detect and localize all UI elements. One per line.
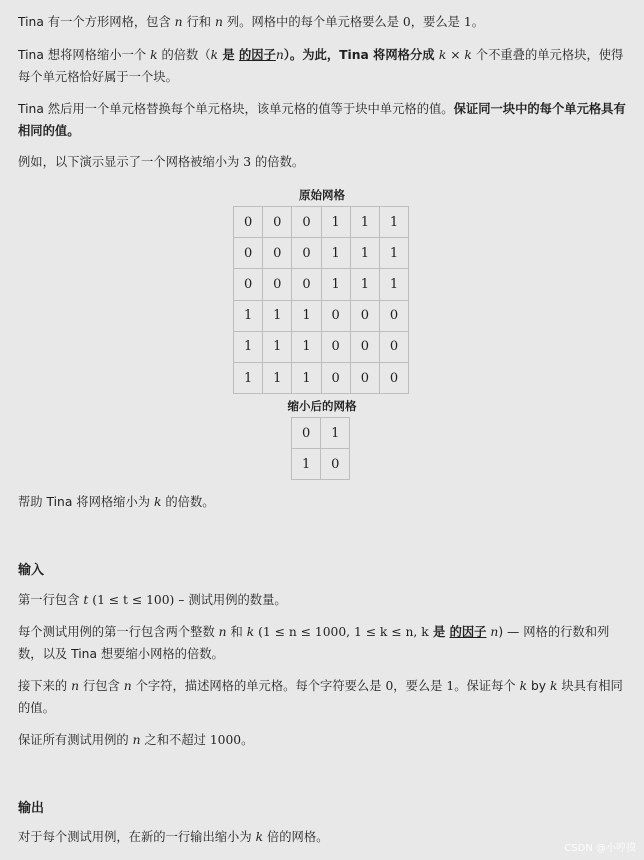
grid-cell: 0: [234, 207, 263, 238]
grid-cell: 0: [379, 331, 408, 362]
math-one: 1: [446, 679, 455, 693]
text: Tina 想将网格缩小一个: [18, 48, 151, 62]
math-times: ×: [446, 48, 465, 62]
grid-row: [234, 238, 409, 269]
grid-cell: 0: [350, 362, 379, 393]
paragraph-reduce-factor: [18, 44, 630, 88]
text: 之和不超过: [140, 733, 210, 747]
grid-cell: 0: [263, 207, 292, 238]
output-heading: 输出: [18, 801, 45, 816]
grid-cell: 1: [292, 449, 321, 480]
grid-cell: 0: [321, 300, 350, 331]
grid-cell: 1: [379, 269, 408, 300]
text: 例如，以下演示显示了一个网格被缩小为: [18, 155, 244, 169]
grid-cell: 1: [379, 207, 408, 238]
math-n: n: [132, 733, 141, 747]
text: 对于每个测试用例，在新的一行输出缩小为: [18, 830, 256, 844]
input-line-t: [18, 589, 630, 611]
grid-cell: 1: [350, 207, 379, 238]
output-line: [18, 826, 630, 848]
math-n: n: [71, 679, 80, 693]
text: 帮助 Tina 将网格缩小为: [18, 495, 154, 509]
math-k: k: [210, 48, 219, 62]
grid-row: [234, 207, 409, 238]
text: by: [527, 679, 550, 693]
input-heading: 输入: [18, 563, 45, 578]
math-1000: 1000: [209, 733, 242, 747]
math-k: k: [246, 625, 255, 639]
grid-cell: 0: [234, 269, 263, 300]
math-three: 3: [243, 155, 252, 169]
text: 保证所有测试用例的: [18, 733, 133, 747]
grid-cell: 0: [321, 449, 350, 480]
grid-cell: 0: [379, 362, 408, 393]
grid-cell: 1: [379, 238, 408, 269]
math-n: n: [123, 679, 132, 693]
divisor-link[interactable]: 的因子: [238, 48, 276, 62]
grid-cell: 1: [234, 331, 263, 362]
grid-cell: 0: [292, 207, 321, 238]
text: 是: [428, 625, 450, 639]
text: 。: [241, 733, 254, 747]
math-n: n: [215, 15, 223, 29]
text: 。保证每个: [454, 679, 520, 693]
grid-cell: 0: [350, 300, 379, 331]
grid-cell: 1: [234, 362, 263, 393]
text: 个字符，描述网格的单元格。每个字符要么是: [131, 679, 386, 693]
original-grid-table: [233, 206, 409, 394]
text: 块具有相同的值。: [18, 679, 623, 715]
text: 和: [226, 625, 247, 639]
paragraph-replace-blocks: [18, 98, 630, 142]
grid-cell: 0: [292, 238, 321, 269]
grid-cell: 1: [292, 331, 321, 362]
math-n: n: [174, 15, 183, 29]
text: ，要么是: [393, 679, 447, 693]
text: 行包含: [79, 679, 124, 693]
text: 的倍数。: [251, 155, 305, 169]
reduced-grid-table: [291, 417, 350, 480]
math-n: n: [275, 48, 284, 62]
text: 列。网格中的每个单元格要么是: [222, 15, 403, 29]
grid-cell: 0: [350, 331, 379, 362]
grid-cell: 0: [263, 269, 292, 300]
grid-cell: 1: [350, 238, 379, 269]
grid-cell: 1: [321, 207, 350, 238]
math-k: k: [549, 679, 558, 693]
grid-cell: 0: [234, 238, 263, 269]
text: 的倍数。: [161, 495, 215, 509]
grid-row: [292, 418, 350, 449]
text: ) — 网格的行数和列数，以及 Tina 想要缩小网格的倍数。: [18, 625, 610, 661]
text: 行和: [182, 15, 216, 29]
text: ）。为此，Tina 将网格分成: [283, 48, 439, 62]
grid-row: [234, 269, 409, 300]
math-k: k: [150, 48, 158, 62]
grid-cell: 0: [379, 300, 408, 331]
math-zero: 0: [402, 15, 411, 29]
math-range-t: (1 ≤ t ≤ 100): [92, 593, 175, 607]
grid-cell: 1: [321, 269, 350, 300]
text: 个不重叠的单元格块，使得每个单元格恰好属于一个块。: [18, 48, 624, 84]
paragraph-example: [18, 151, 630, 173]
math-zero: 0: [385, 679, 394, 693]
paragraph-grid-intro: [18, 11, 630, 33]
grid-cell: 1: [263, 362, 292, 393]
text: 接下来的: [18, 679, 72, 693]
guarantee-text: 保证同一块中的每个单元格具有相同的值。: [18, 102, 626, 138]
math-k: k: [153, 495, 162, 509]
original-grid-caption: 原始网格: [299, 188, 345, 202]
reduced-grid-caption: 缩小后的网格: [287, 399, 357, 413]
input-line-grid: [18, 675, 630, 719]
grid-cell: 1: [350, 269, 379, 300]
text: 倍的网格。: [263, 830, 329, 844]
text: ，要么是: [410, 15, 464, 29]
text: 是: [218, 48, 239, 62]
math-n: n: [218, 625, 227, 639]
text: 。: [471, 15, 484, 29]
grid-cell: 1: [263, 331, 292, 362]
grid-cell: 1: [292, 300, 321, 331]
grid-cell: 1: [321, 238, 350, 269]
text: – 测试用例的数量。: [174, 593, 287, 607]
grid-cell: 0: [292, 418, 321, 449]
grid-cell: 0: [292, 269, 321, 300]
grid-cell: 1: [321, 418, 350, 449]
grid-cell: 1: [292, 362, 321, 393]
grid-cell: 0: [263, 238, 292, 269]
grid-row: [234, 300, 409, 331]
paragraph-help: [18, 491, 630, 513]
watermark: CSDN @小哼摸: [564, 843, 636, 854]
grid-row: [292, 449, 350, 480]
text: Tina 有一个方形网格，包含: [18, 15, 175, 29]
math-k: k: [255, 830, 264, 844]
math-range-nk: (1 ≤ n ≤ 1000, 1 ≤ k ≤ n, k: [258, 625, 429, 639]
text: Tina 然后用一个单元格替换每个单元格块，该单元格的值等于块中单元格的值。: [18, 102, 454, 116]
math-k: k: [519, 679, 528, 693]
grid-cell: 1: [234, 300, 263, 331]
text: 每个测试用例的第一行包含两个整数: [18, 625, 219, 639]
math-k: k: [438, 48, 447, 62]
grid-cell: 1: [263, 300, 292, 331]
input-line-nk: [18, 621, 630, 665]
math-k: k: [464, 48, 472, 62]
math-t: t: [83, 593, 89, 607]
math-one: 1: [463, 15, 472, 29]
divisor-link[interactable]: 的因子: [449, 625, 487, 639]
text: 第一行包含: [18, 593, 84, 607]
math-n: n: [490, 625, 499, 639]
input-line-sum: [18, 729, 630, 751]
grid-row: [234, 362, 409, 393]
grid-cell: 0: [321, 331, 350, 362]
text: 的倍数（: [157, 48, 211, 62]
grid-row: [234, 331, 409, 362]
grid-cell: 0: [321, 362, 350, 393]
